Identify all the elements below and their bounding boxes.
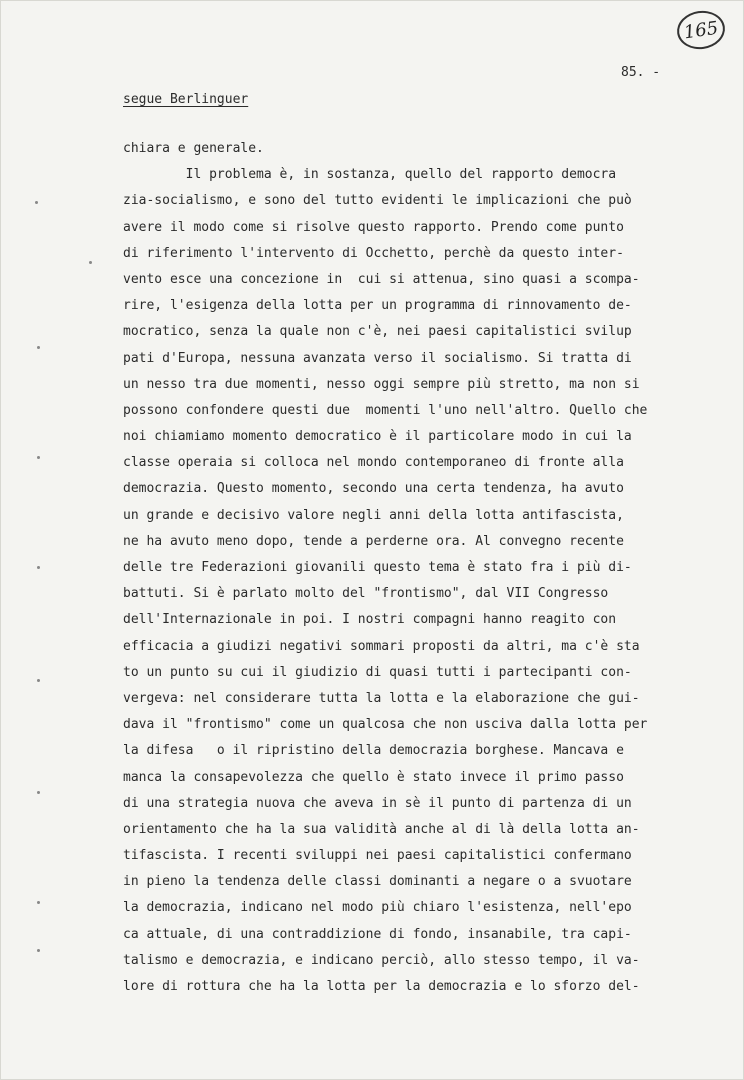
text-line: orientamento che ha la sua validità anche al di là della lotta an- [123, 821, 640, 837]
margin-mark [37, 679, 40, 682]
text-line: la difesa o il ripristino della democrazia borghese. Mancava e [123, 743, 624, 759]
text-line: vergeva: nel considerare tutta la lotta e la elaborazione che gui- [123, 690, 640, 706]
text-line: talismo e democrazia, e indicano perciò, allo stesso tempo, il va- [123, 952, 640, 968]
text-line: mocratico, senza la quale non c'è, nei paesi capitalistici svilup [123, 324, 632, 340]
page-number: 85. - [621, 65, 661, 80]
margin-mark [89, 261, 92, 264]
margin-mark [37, 566, 40, 569]
text-line: democrazia. Questo momento, secondo una certa tendenza, ha avuto [123, 481, 624, 497]
text-line: delle tre Federazioni giovanili questo tema è stato fra i più di- [123, 560, 632, 575]
text-line: dava il "frontismo" come un qualcosa che non usciva dalla lotta per [123, 717, 648, 733]
text-line: un nesso tra due momenti, nesso oggi sempre più stretto, ma non si [123, 376, 640, 392]
text-line: ne ha avuto meno dopo, tende a perderne ora. Al convegno recente [123, 533, 624, 549]
text-line: zia-socialismo, e sono del tutto evidenti le implicazioni che può [123, 193, 632, 209]
text-line: tifascista. I recenti sviluppi nei paesi capitalistici confermano [123, 848, 632, 864]
text-line: un grande e decisivo valore negli anni della lotta antifascista, [123, 507, 624, 523]
text-line: in pieno la tendenza delle classi dominanti a negare o a svuotare [123, 874, 632, 890]
text-line: chiara e generale. [123, 141, 264, 156]
margin-mark [37, 901, 40, 904]
archive-stamp: 165 [675, 8, 728, 52]
text-line: avere il modo come si risolve questo rapporto. Prendo come punto [123, 219, 624, 235]
text-line: la democrazia, indicano nel modo più chiaro l'esistenza, nell'epo [123, 900, 632, 916]
section-header: segue Berlinguer [123, 92, 249, 107]
margin-mark [37, 456, 40, 459]
text-line: di riferimento l'intervento di Occhetto, perchè da questo inter- [123, 245, 624, 261]
text-line: di una strategia nuova che aveva in sè il punto di partenza di un [123, 795, 632, 811]
margin-mark [37, 791, 40, 794]
text-line: rire, l'esigenza della lotta per un programma di rinnovamento de- [123, 298, 632, 314]
text-line: possono confondere questi due momenti l'uno nell'altro. Quello che [123, 402, 648, 418]
text-line: noi chiamiamo momento democratico è il particolare modo in cui la [123, 429, 632, 445]
text-line: to un punto su cui il giudizio di quasi tutti i partecipanti con- [123, 664, 632, 680]
text-line: ca attuale, di una contraddizione di fondo, insanabile, tra capi- [123, 926, 632, 942]
margin-mark [37, 346, 40, 349]
text-line: lore di rottura che ha la lotta per la democrazia e lo sforzo del- [123, 979, 640, 994]
text-line: efficacia a giudizi negativi sommari proposti da altri, ma c'è sta [123, 638, 640, 654]
text-line: pati d'Europa, nessuna avanzata verso il socialismo. Si tratta di [123, 350, 632, 366]
body-text [123, 136, 723, 1000]
text-line: classe operaia si colloca nel mondo contemporaneo di fronte alla [123, 455, 624, 471]
margin-mark [35, 201, 38, 204]
margin-mark [37, 949, 40, 952]
text-line: Il problema è, in sostanza, quello del rapporto democra [123, 167, 617, 183]
text-line: vento esce una concezione in cui si attenua, sino quasi a scompa- [123, 271, 640, 287]
text-line: dell'Internazionale in poi. I nostri compagni hanno reagito con [123, 612, 617, 628]
text-line: manca la consapevolezza che quello è stato invece il primo passo [123, 769, 624, 785]
text-line: battuti. Si è parlato molto del "frontismo", dal VII Congresso [123, 586, 609, 602]
